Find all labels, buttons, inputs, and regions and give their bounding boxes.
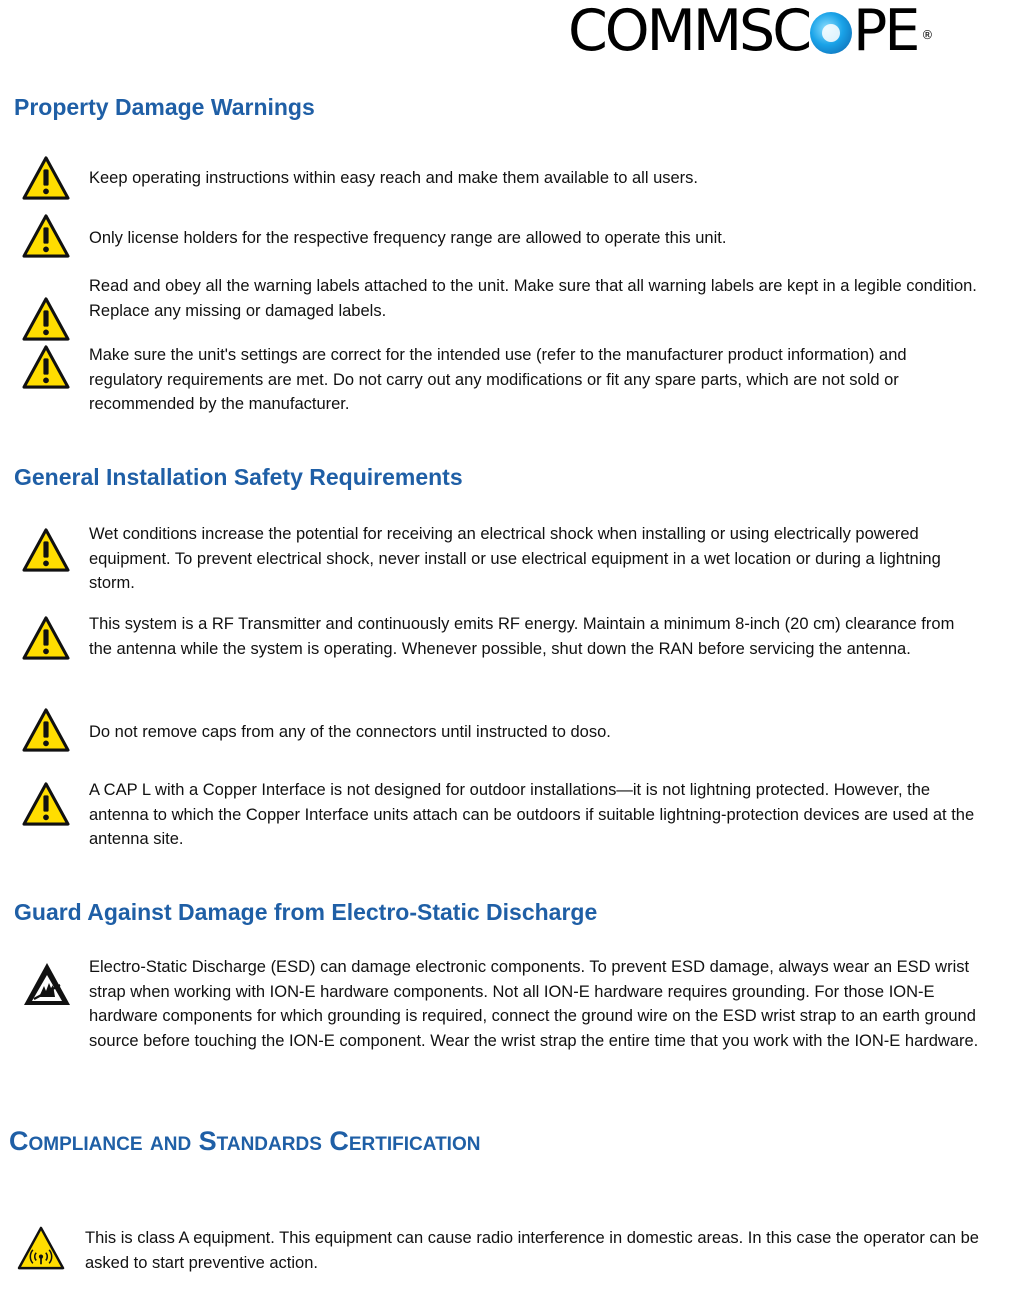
warning-triangle-icon <box>22 156 70 200</box>
radio-interference-icon <box>17 1226 65 1270</box>
section-title-esd: Guard Against Damage from Electro-Static Discharge <box>14 899 598 925</box>
section-title-property-damage: Property Damage Warnings <box>14 94 315 120</box>
warning-triangle-icon <box>22 708 70 752</box>
section-title-installation: General Installation Safety Requirements <box>14 464 463 490</box>
section-title-compliance: Compliance and Standards Certification <box>9 1126 481 1156</box>
warning-triangle-icon <box>22 214 70 258</box>
logo-globe-icon <box>810 12 852 54</box>
warning-triangle-icon <box>22 616 70 660</box>
warning-triangle-icon <box>22 782 70 826</box>
warning-triangle-icon <box>22 345 70 389</box>
warning-triangle-icon <box>22 528 70 572</box>
esd-hand-icon <box>22 961 72 1007</box>
commscope-logo: COMMSC PE ® <box>568 0 934 64</box>
warning-triangle-icon <box>22 297 70 341</box>
